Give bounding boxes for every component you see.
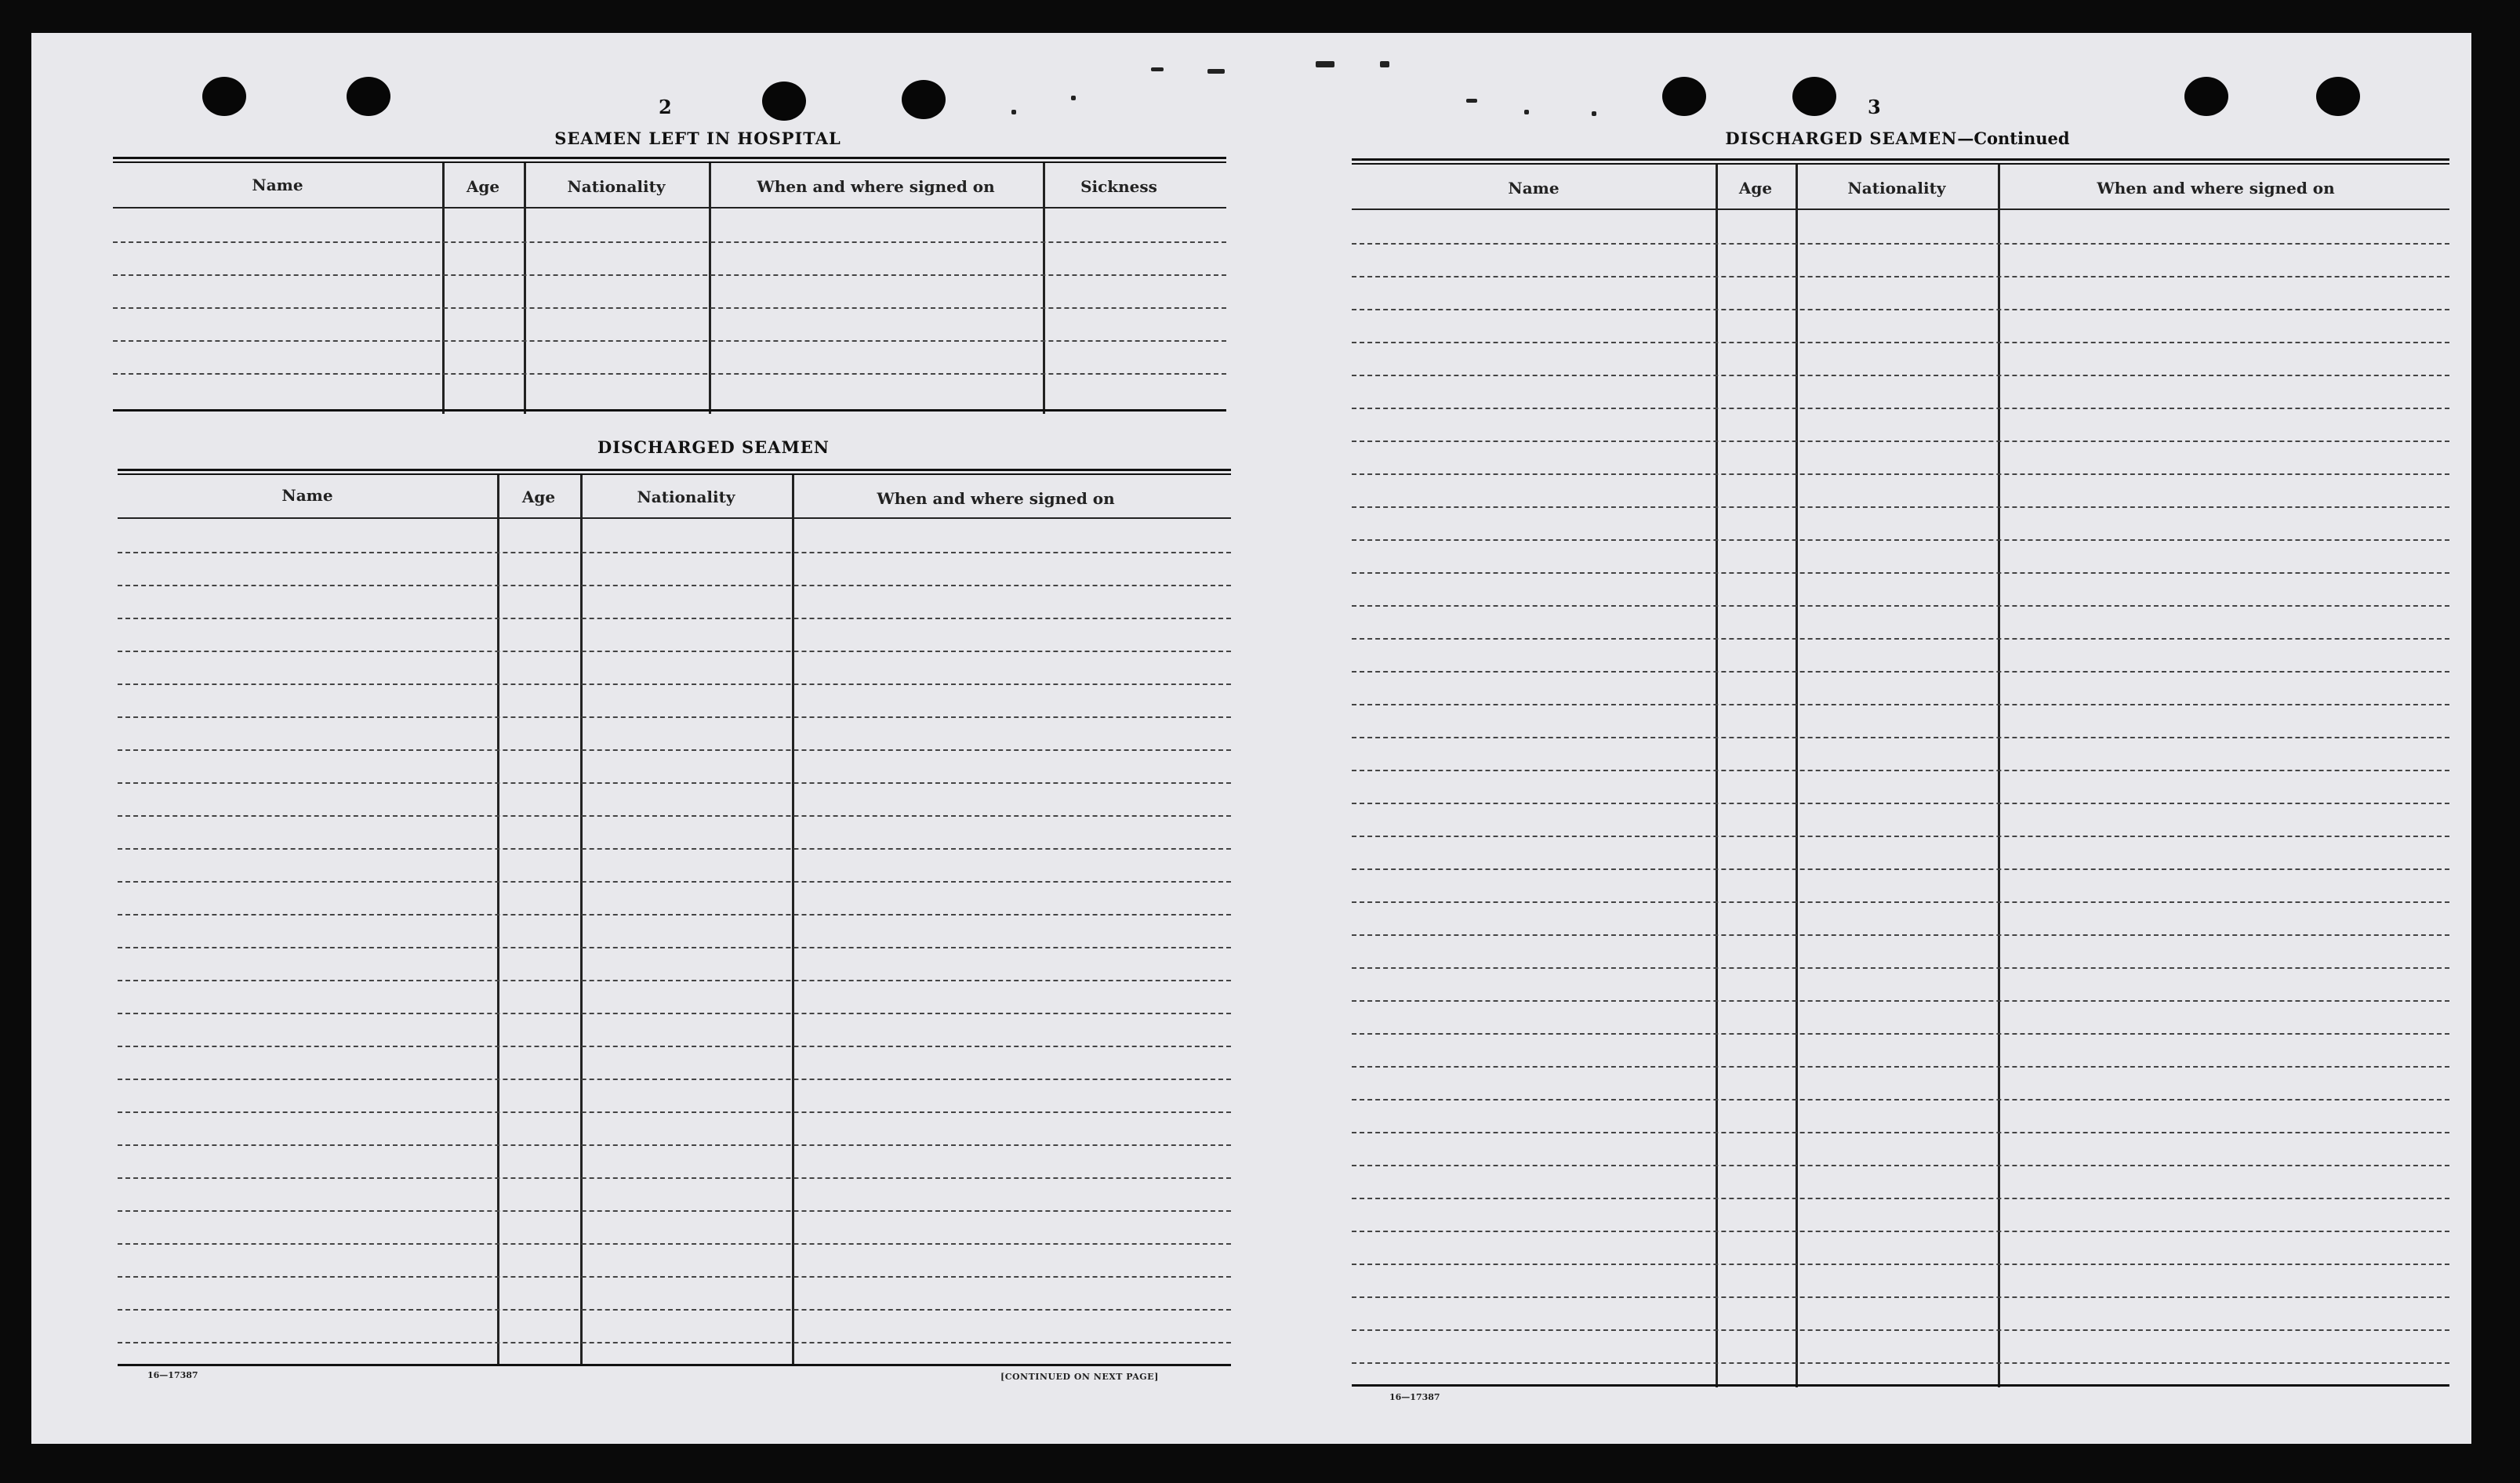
discharged-col-nationality: Nationality bbox=[637, 488, 735, 506]
punch-hole bbox=[762, 82, 806, 121]
discharged-row bbox=[118, 749, 1231, 751]
right-row bbox=[1352, 868, 2449, 870]
speck-mark bbox=[1380, 61, 1389, 67]
punch-hole bbox=[2316, 77, 2360, 116]
discharged-row bbox=[118, 1013, 1231, 1014]
discharged-row bbox=[118, 815, 1231, 817]
right-col-signed-on: When and where signed on bbox=[2097, 179, 2335, 198]
discharged-row bbox=[118, 1210, 1231, 1212]
punch-hole bbox=[902, 80, 946, 119]
right-row bbox=[1352, 243, 2449, 245]
discharged-row bbox=[118, 1342, 1231, 1343]
right-row bbox=[1352, 276, 2449, 277]
speck-mark bbox=[1316, 61, 1334, 67]
discharged-row bbox=[118, 848, 1231, 850]
discharged-row bbox=[118, 552, 1231, 553]
discharged-row bbox=[118, 1111, 1231, 1113]
right-row bbox=[1352, 1033, 2449, 1035]
discharged-col-age: Age bbox=[521, 488, 556, 506]
right-row bbox=[1352, 309, 2449, 310]
right-col-age: Age bbox=[1738, 179, 1773, 198]
discharged-row bbox=[118, 618, 1231, 619]
right-row bbox=[1352, 605, 2449, 607]
punch-hole bbox=[1662, 77, 1706, 116]
form-number-left: 16—17387 bbox=[147, 1370, 198, 1380]
discharged-row bbox=[118, 651, 1231, 652]
right-row bbox=[1352, 1132, 2449, 1133]
right-row bbox=[1352, 671, 2449, 673]
speck-mark bbox=[1524, 110, 1529, 114]
right-row bbox=[1352, 1066, 2449, 1068]
speck-mark bbox=[1207, 69, 1225, 74]
discharged-row bbox=[118, 1309, 1231, 1311]
right-col-nationality: Nationality bbox=[1847, 179, 1946, 198]
right-row bbox=[1352, 836, 2449, 837]
hospital-col-sickness: Sickness bbox=[1080, 177, 1157, 196]
right-row bbox=[1352, 803, 2449, 804]
discharged-table-right bbox=[1352, 158, 2449, 1389]
discharged-row bbox=[118, 1046, 1231, 1047]
right-row bbox=[1352, 1264, 2449, 1265]
discharged-col-name: Name bbox=[281, 486, 333, 505]
hospital-col-name: Name bbox=[252, 176, 303, 194]
discharged-row bbox=[118, 914, 1231, 916]
ledger-sheet bbox=[31, 33, 2471, 1444]
punch-hole bbox=[347, 77, 390, 116]
hospital-row bbox=[113, 307, 1226, 309]
right-row bbox=[1352, 1329, 2449, 1331]
continued-note: [CONTINUED ON NEXT PAGE] bbox=[1000, 1372, 1159, 1382]
right-row bbox=[1352, 967, 2449, 969]
right-row bbox=[1352, 1099, 2449, 1100]
right-row bbox=[1352, 408, 2449, 409]
right-row bbox=[1352, 506, 2449, 508]
right-row bbox=[1352, 704, 2449, 705]
right-row bbox=[1352, 1165, 2449, 1166]
discharged-table-left bbox=[118, 469, 1231, 1370]
hospital-col-nationality: Nationality bbox=[567, 177, 666, 196]
right-row bbox=[1352, 934, 2449, 936]
discharged-continued-title-main: DISCHARGED SEAMEN bbox=[1725, 129, 1958, 148]
hospital-col-age: Age bbox=[466, 177, 500, 196]
speck-mark bbox=[1466, 99, 1477, 103]
right-row bbox=[1352, 1362, 2449, 1364]
right-row bbox=[1352, 1000, 2449, 1002]
speck-mark bbox=[1071, 96, 1076, 100]
speck-mark bbox=[1151, 67, 1164, 71]
discharged-row bbox=[118, 782, 1231, 784]
discharged-row bbox=[118, 947, 1231, 948]
discharged-continued-title-suffix: —Continued bbox=[1957, 129, 2070, 148]
speck-mark bbox=[1011, 110, 1016, 114]
discharged-row bbox=[118, 1243, 1231, 1245]
right-row bbox=[1352, 342, 2449, 343]
right-row bbox=[1352, 572, 2449, 574]
discharged-row bbox=[118, 1144, 1231, 1146]
discharged-col-signed-on: When and where signed on bbox=[877, 489, 1115, 508]
discharged-row bbox=[118, 881, 1231, 883]
discharged-row bbox=[118, 585, 1231, 586]
right-row bbox=[1352, 539, 2449, 541]
punch-hole bbox=[2184, 77, 2228, 116]
discharged-row bbox=[118, 716, 1231, 718]
speck-mark bbox=[1592, 111, 1596, 116]
right-row bbox=[1352, 473, 2449, 475]
hospital-row bbox=[113, 241, 1226, 243]
hospital-section-title: SEAMEN LEFT IN HOSPITAL bbox=[554, 129, 841, 148]
discharged-row bbox=[118, 683, 1231, 685]
hospital-row bbox=[113, 373, 1226, 375]
page-number-left: 2 bbox=[659, 96, 672, 118]
right-row bbox=[1352, 901, 2449, 903]
right-row bbox=[1352, 737, 2449, 738]
discharged-row bbox=[118, 1079, 1231, 1080]
hospital-row bbox=[113, 274, 1226, 276]
right-row bbox=[1352, 1231, 2449, 1232]
right-row bbox=[1352, 638, 2449, 640]
punch-hole bbox=[202, 77, 246, 116]
discharged-continued-title bbox=[1662, 129, 2133, 148]
right-row bbox=[1352, 1198, 2449, 1199]
discharged-row bbox=[118, 1276, 1231, 1278]
discharged-section-title: DISCHARGED SEAMEN bbox=[597, 437, 830, 457]
page-number-right: 3 bbox=[1868, 96, 1881, 118]
form-number-right: 16—17387 bbox=[1389, 1392, 1440, 1402]
discharged-row bbox=[118, 1177, 1231, 1179]
hospital-table bbox=[113, 157, 1226, 415]
hospital-col-signed-on: When and where signed on bbox=[757, 177, 995, 196]
right-row bbox=[1352, 441, 2449, 442]
right-row bbox=[1352, 1296, 2449, 1298]
right-row bbox=[1352, 375, 2449, 376]
punch-hole bbox=[1792, 77, 1836, 116]
discharged-row bbox=[118, 980, 1231, 981]
hospital-row bbox=[113, 340, 1226, 342]
right-col-name: Name bbox=[1508, 179, 1560, 198]
right-row bbox=[1352, 770, 2449, 771]
